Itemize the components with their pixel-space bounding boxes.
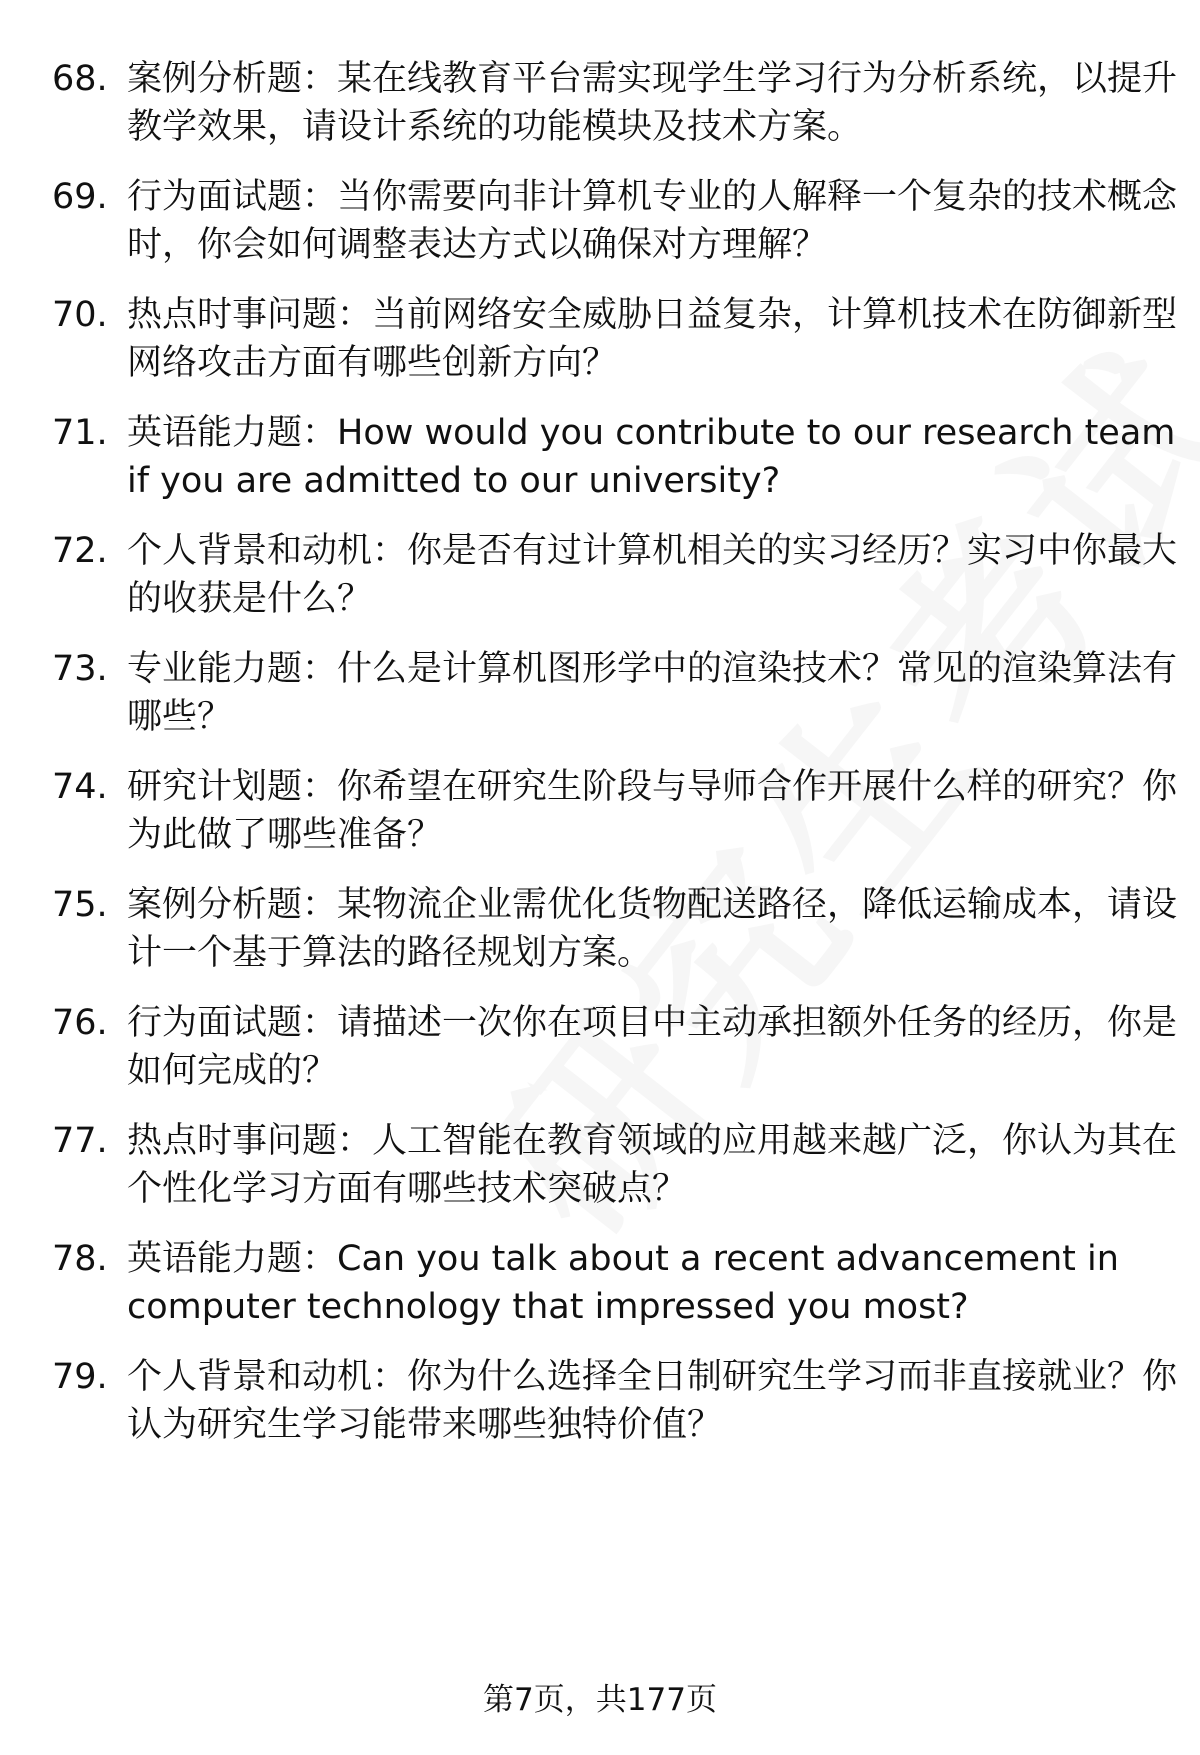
question-text: 案例分析题：某物流企业需优化货物配送路径，降低运输成本，请设计一个基于算法的路径规划方案。 [127, 885, 1178, 973]
question-number: 75. [52, 885, 108, 925]
question-text: 行为面试题：请描述一次你在项目中主动承担额外任务的经历，你是如何完成的？ [127, 1003, 1178, 1091]
question-number: 71. [52, 413, 108, 453]
question-text: 研究计划题：你希望在研究生阶段与导师合作开展什么样的研究？你为此做了哪些准备？ [127, 767, 1178, 855]
question-number: 79. [52, 1357, 108, 1397]
question-number: 77. [52, 1121, 108, 1161]
question-number: 74. [52, 767, 108, 807]
question-number: 70. [52, 295, 108, 335]
question-text: 英语能力题：Can you talk about a recent advancement in computer technology that impressed you most? [127, 1239, 1119, 1327]
question-number: 68. [52, 59, 108, 99]
question-text: 案例分析题：某在线教育平台需实现学生学习行为分析系统，以提升教学效果，请设计系统的功能模块及技术方案。 [127, 59, 1178, 147]
question-text: 个人背景和动机：你是否有过计算机相关的实习经历？实习中你最大的收获是什么？ [127, 531, 1178, 619]
page-number: 第7页，共177页 [483, 1682, 717, 1718]
question-text: 英语能力题：How would you contribute to our research team if you are admitted to our university? [127, 413, 1176, 501]
question-number: 78. [52, 1239, 108, 1279]
question-number: 69. [52, 177, 108, 217]
question-text: 热点时事问题：当前网络安全威胁日益复杂，计算机技术在防御新型网络攻击方面有哪些创新方向？ [127, 295, 1178, 383]
question-number: 73. [52, 649, 108, 689]
question-number: 76. [52, 1003, 108, 1043]
question-text: 热点时事问题：人工智能在教育领域的应用越来越广泛，你认为其在个性化学习方面有哪些技术突破点？ [127, 1121, 1178, 1209]
question-text: 行为面试题：当你需要向非计算机专业的人解释一个复杂的技术概念时，你会如何调整表达方式以确保对方理解？ [127, 177, 1178, 265]
question-text: 个人背景和动机：你为什么选择全日制研究生学习而非直接就业？你认为研究生学习能带来哪些独特价值？ [127, 1357, 1178, 1445]
question-number: 72. [52, 531, 108, 571]
question-text: 专业能力题：什么是计算机图形学中的渲染技术？常见的渲染算法有哪些？ [127, 649, 1178, 737]
